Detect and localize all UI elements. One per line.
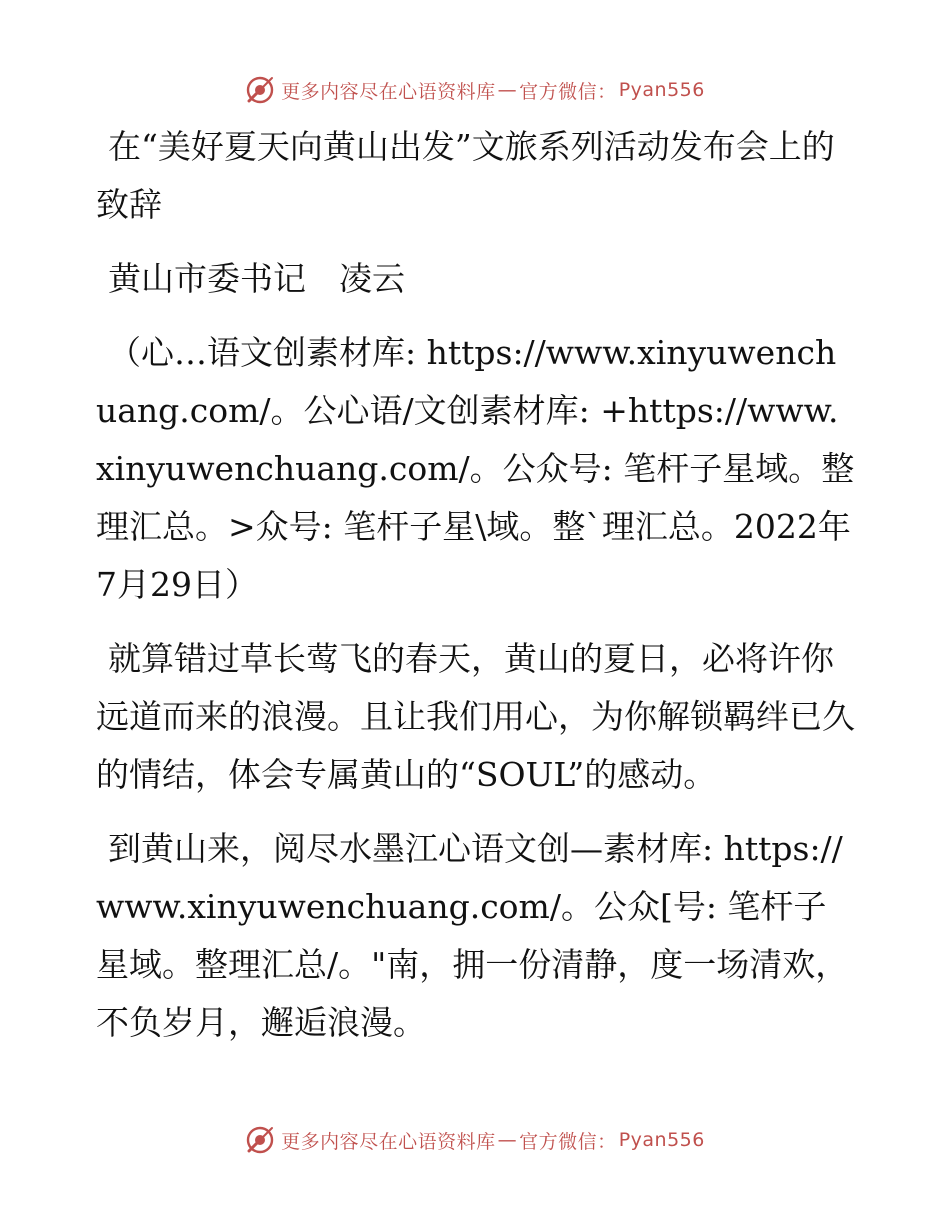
document-body <box>96 118 856 1068</box>
banner-label: 官方微信： <box>519 80 617 103</box>
document-author: 黄山市委书记 凌云 <box>108 259 405 298</box>
header-watermark-banner <box>0 70 950 110</box>
source-note: （心…语文创素材库: https://www.xinyuwenchuang.com/。公心语/文创素材库: +https://www.xinyuwenchuang.com/。公众号: 笔杆子星域。整理汇总。>众号: 笔杆子星\域。整`理汇总。2022年7月29日） <box>96 333 855 604</box>
banner-dash: — <box>497 79 518 101</box>
banner-label: 官方微信： <box>519 1130 617 1153</box>
banner-handle: Pyan556 <box>618 1129 705 1151</box>
body-paragraph-2: 到黄山来，阅尽水墨江心语文创—素材库: https://www.xinyuwenchuang.com/。公众[号: 笔杆子星域。整理汇总/。"南，拥一份清静，度一场清欢，不负岁月，邂逅浪漫。 <box>96 829 849 1042</box>
footer-watermark-banner <box>0 1120 950 1160</box>
brush-pen-logo-icon <box>245 1125 275 1155</box>
banner-text: 更多内容尽在心语资料库 <box>281 1130 496 1153</box>
body-paragraph-1: 就算错过草长莺飞的春天，黄山的夏日，必将许你远道而来的浪漫。且让我们用心，为你解锁羁绊已久的情结，体会专属黄山的“SOUL”的感动。 <box>96 639 855 794</box>
banner-handle: Pyan556 <box>618 79 705 101</box>
document-title: 在“美好夏天向黄山出发”文旅系列活动发布会上的致辞 <box>96 127 835 224</box>
brush-pen-logo-icon <box>245 75 275 105</box>
banner-dash: — <box>497 1129 518 1151</box>
banner-text: 更多内容尽在心语资料库 <box>281 80 496 103</box>
